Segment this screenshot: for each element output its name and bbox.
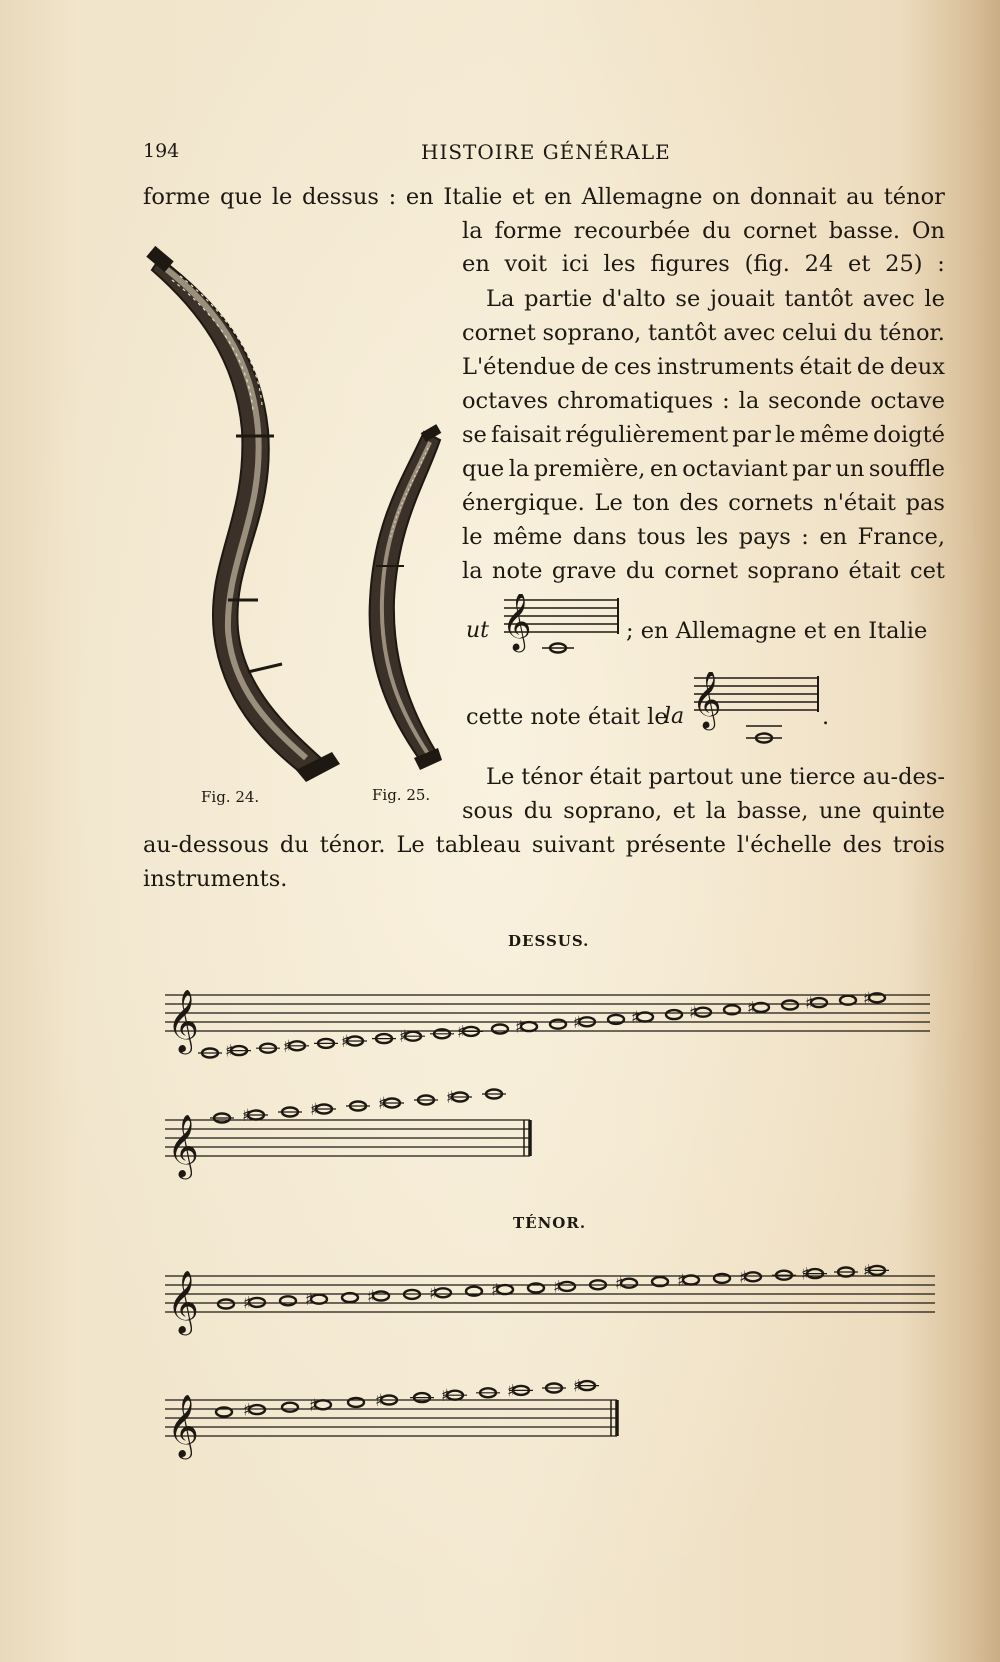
svg-text:𝄞: 𝄞 (167, 989, 199, 1052)
text-line-1: forme que le dessus : en Italie et en Allemagne on donnait au ténor (143, 184, 945, 210)
svg-text:𝄞: 𝄞 (167, 1394, 199, 1457)
whole-note (492, 1025, 508, 1034)
text-line-13-rest: ; en Allemagne et en Italie (626, 618, 928, 644)
svg-text:𝄞: 𝄞 (692, 672, 722, 728)
sharp-sign: ♯ (553, 1277, 562, 1298)
whole-note (218, 1300, 234, 1309)
sharp-sign: ♯ (305, 1290, 314, 1311)
sharp-sign: ♯ (631, 1008, 640, 1028)
sharp-sign: ♯ (429, 1283, 438, 1304)
whole-note (782, 1001, 798, 1010)
svg-text:𝄞: 𝄞 (502, 594, 532, 650)
sharp-sign: ♯ (310, 1100, 319, 1120)
whole-note (745, 1272, 761, 1281)
sharp-sign: ♯ (615, 1274, 624, 1295)
sharp-sign: ♯ (243, 1400, 252, 1421)
sharp-sign: ♯ (573, 1376, 582, 1397)
sharp-sign: ♯ (378, 1094, 387, 1114)
whole-note (282, 1403, 298, 1412)
text-line-18: instruments. (143, 866, 288, 892)
text-line-9: que la première, en octaviant par un souffle (462, 456, 945, 482)
tenor-staff-2 (165, 1377, 617, 1460)
page-number: 194 (143, 140, 180, 162)
text-line-6: L'étendue de ces instruments était de deux (462, 354, 945, 380)
whole-note (695, 1008, 711, 1017)
whole-note (666, 1010, 682, 1019)
sharp-sign: ♯ (283, 1036, 292, 1057)
sharp-sign: ♯ (225, 1041, 234, 1062)
text-line-14-end: . (822, 704, 830, 730)
text-line-12: la note grave du cornet soprano était cet (462, 558, 945, 584)
text-line-15: Le ténor était partout une tierce au-des- (486, 764, 945, 790)
sharp-sign: ♯ (573, 1012, 582, 1033)
sharp-sign: ♯ (805, 993, 814, 1014)
whole-note (348, 1398, 364, 1407)
svg-text:𝄞: 𝄞 (167, 1114, 199, 1177)
sharp-sign: ♯ (309, 1395, 318, 1416)
whole-note (683, 1276, 699, 1285)
whole-note (521, 1022, 537, 1031)
sharp-sign: ♯ (367, 1287, 376, 1307)
dessus-title: DESSUS. (508, 932, 590, 950)
sharp-sign: ♯ (739, 1267, 748, 1288)
text-line-4: La partie d'alto se jouait tantôt avec le (486, 286, 945, 312)
sharp-sign: ♯ (801, 1264, 810, 1285)
note-label-la: la (664, 704, 685, 729)
sharp-sign: ♯ (863, 988, 872, 1009)
sharp-sign: ♯ (457, 1022, 466, 1043)
sharp-sign: ♯ (446, 1088, 455, 1108)
whole-note (315, 1400, 331, 1409)
sharp-sign: ♯ (507, 1381, 516, 1402)
text-line-2: la forme recourbée du cornet basse. On (462, 218, 945, 244)
sharp-sign: ♯ (243, 1293, 252, 1314)
whole-note (559, 1282, 575, 1291)
whole-note (714, 1274, 730, 1283)
note-label-ut: ut (466, 618, 490, 643)
svg-text:𝄞: 𝄞 (167, 1270, 199, 1333)
text-line-14: cette note était le (466, 704, 668, 730)
fig25-caption: Fig. 25. (372, 786, 431, 804)
text-line-8: se faisait régulièrement par le même doigté (462, 422, 945, 448)
whole-note (811, 998, 827, 1007)
whole-note (497, 1285, 513, 1294)
sharp-sign: ♯ (399, 1027, 408, 1048)
text-line-16: sous du soprano, et la basse, une quinte (462, 798, 945, 824)
tenor-title: TÉNOR. (513, 1214, 587, 1232)
whole-note (373, 1292, 389, 1301)
whole-note (280, 1296, 296, 1305)
sharp-sign: ♯ (747, 998, 756, 1019)
sharp-sign: ♯ (863, 1261, 872, 1282)
text-line-17: au-dessous du ténor. Le tableau suivant présente l'échelle des trois (143, 832, 945, 858)
sharp-sign: ♯ (441, 1386, 450, 1407)
whole-note (621, 1279, 637, 1288)
whole-note (637, 1013, 653, 1022)
text-line-10: énergique. Le ton des cornets n'était pas (462, 490, 945, 516)
dessus-staff-1 (165, 989, 930, 1062)
running-title: HISTOIRE GÉNÉRALE (421, 140, 671, 164)
sharp-sign: ♯ (515, 1017, 524, 1038)
sharp-sign: ♯ (341, 1032, 350, 1052)
text-line-7: octaves chromatiques : la seconde octave (462, 388, 945, 414)
whole-note (550, 1020, 566, 1029)
sharp-sign: ♯ (677, 1271, 686, 1291)
text-line-3: en voit ici les figures (fig. 24 et 25) : (462, 251, 945, 277)
sharp-sign: ♯ (689, 1003, 698, 1024)
text-line-11: le même dans tous les pays : en France, (462, 524, 945, 550)
dessus-staff-2 (165, 1088, 530, 1180)
sharp-sign: ♯ (375, 1391, 384, 1411)
sharp-sign: ♯ (491, 1280, 500, 1301)
sharp-sign: ♯ (242, 1106, 251, 1126)
whole-note (435, 1288, 451, 1297)
tenor-staff-1 (165, 1261, 935, 1336)
text-line-5: cornet soprano, tantôt avec celui du ténor. (462, 320, 945, 346)
fig24-caption: Fig. 24. (201, 788, 260, 806)
